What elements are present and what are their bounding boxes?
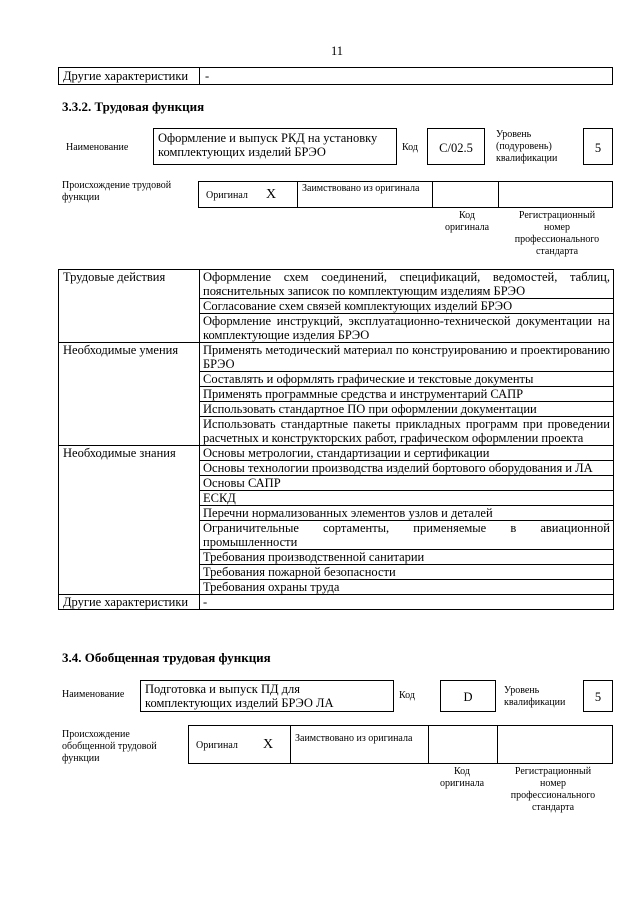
labor-action-row <box>59 270 614 299</box>
s34-name-value: Подготовка и выпуск ПД для комплектующих изделий БРЭО ЛА <box>145 682 334 710</box>
s332-level-label: Уровень (подуровень) квалификации <box>496 129 558 164</box>
knowledge-group-label: Необходимые знания <box>59 446 200 595</box>
s34-level-value: 5 <box>594 690 602 704</box>
knowledge-item: Ограничительные сортаменты, применяемые в авиационной промышленности <box>200 521 614 550</box>
labor-action-group-label: Трудовые действия <box>59 270 200 343</box>
s332-code-label: Код <box>402 142 418 153</box>
s332-level-value: 5 <box>594 141 602 155</box>
s34-code-value: D <box>463 690 473 704</box>
other-characteristics-value: - <box>200 595 614 610</box>
s34-code-original-label: Код оригинала <box>439 766 485 789</box>
s34-borrowed-label: Заимствовано из оригинала <box>295 733 413 744</box>
s332-origin-label: Происхождение трудовой функции <box>62 180 172 203</box>
s332-origin-div2 <box>432 181 433 208</box>
s34-original-label: Оригинал <box>196 740 238 751</box>
s332-reg-number-label: Регистрационный номер профессионального стандарта <box>514 210 600 257</box>
s332-name-value: Оформление и выпуск РКД на установку комплектующих изделий БРЭО <box>158 131 378 159</box>
s332-original-label: Оригинал <box>206 190 248 201</box>
s332-origin-div3 <box>498 181 499 208</box>
knowledge-item: Перечни нормализованных элементов узлов и деталей <box>200 506 614 521</box>
labor-action-item: Оформление инструкций, эксплуатационно-технической документации на комплектующие изделия БРЭО <box>200 314 614 343</box>
knowledge-row <box>59 446 614 461</box>
section-332-heading: 3.3.2. Трудовая функция <box>62 99 205 114</box>
s34-name-label: Наименование <box>62 689 125 700</box>
skill-item: Применять программные средства и инструментарий САПР <box>200 387 614 402</box>
s332-code-value: C/02.5 <box>439 141 473 155</box>
section-34-heading: 3.4. Обобщенная трудовая функция <box>62 650 271 665</box>
s332-name-label: Наименование <box>66 142 129 153</box>
top-other-value: - <box>205 69 210 83</box>
s34-origin-div3 <box>497 725 498 764</box>
knowledge-item: Требования пожарной безопасности <box>200 565 614 580</box>
knowledge-item: Требования производственной санитарии <box>200 550 614 565</box>
top-other-divider <box>199 67 200 85</box>
other-characteristics-row <box>59 595 614 610</box>
s34-level-label: Уровень квалификации <box>504 685 566 708</box>
skill-group-label: Необходимые умения <box>59 343 200 446</box>
knowledge-item: Основы технологии производства изделий бортового оборудования и ЛА <box>200 461 614 476</box>
s332-code-original-label: Код оригинала <box>444 210 490 233</box>
s34-origin-label: Происхождение обобщенной трудовой функции <box>62 729 157 764</box>
labor-action-item: Согласование схем связей комплектующих изделий БРЭО <box>200 299 614 314</box>
s34-code-label: Код <box>399 690 415 701</box>
skill-item: Использовать стандартное ПО при оформлении документации <box>200 402 614 417</box>
skill-item: Использовать стандартные пакеты прикладных программ при проведении расчетных и конструкторских работ, графическом оформлении проекта <box>200 417 614 446</box>
main-table <box>58 269 614 610</box>
s332-borrowed-label: Заимствовано из оригинала <box>302 183 420 194</box>
s34-origin-div1 <box>290 725 291 764</box>
s34-origin-div2 <box>428 725 429 764</box>
s332-original-mark: X <box>266 187 277 202</box>
s34-reg-number-label: Регистрационный номер профессионального стандарта <box>510 766 596 813</box>
skill-item: Составлять и оформлять графические и текстовые документы <box>200 372 614 387</box>
knowledge-item: ЕСКД <box>200 491 614 506</box>
knowledge-item: Требования охраны труда <box>200 580 614 595</box>
s34-original-mark: X <box>263 737 274 752</box>
page-number: 11 <box>331 44 344 58</box>
skill-item: Применять методический материал по конструированию и проектированию БРЭО <box>200 343 614 372</box>
labor-action-item: Оформление схем соединений, спецификаций, ведомостей, таблиц, пояснительных записок по комплектующим изделиям БРЭО <box>200 270 614 299</box>
skill-row <box>59 343 614 372</box>
knowledge-item: Основы метрологии, стандартизации и сертификации <box>200 446 614 461</box>
other-characteristics-label: Другие характеристики <box>59 595 200 610</box>
top-other-label: Другие характеристики <box>63 69 189 83</box>
knowledge-item: Основы САПР <box>200 476 614 491</box>
s332-origin-div1 <box>297 181 298 208</box>
